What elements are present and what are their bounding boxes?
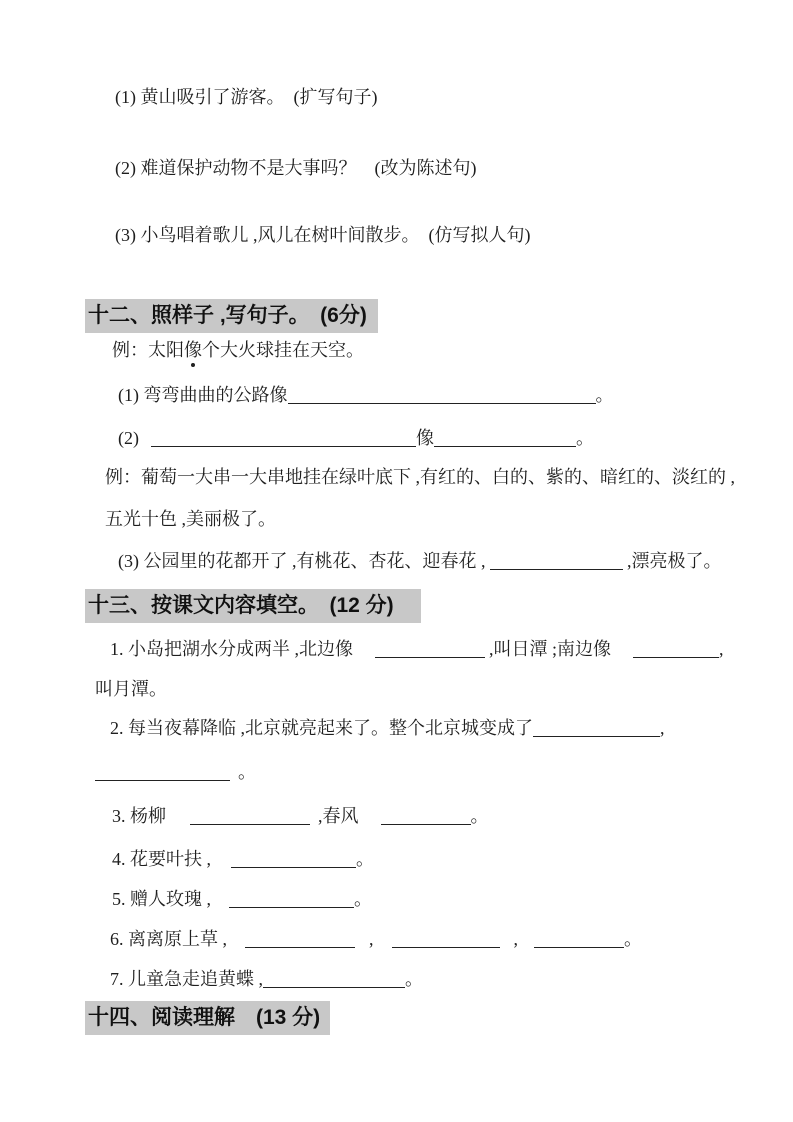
section-13-item-5 [112, 889, 372, 909]
s13-q5-text-a: 5. 赠人玫瑰 , [112, 889, 211, 909]
section-12-example-2-line-2 [105, 509, 276, 529]
s13-q7-text-a: 7. 儿童急走追黄蝶 , [110, 969, 263, 989]
sentence-item-3 [115, 225, 530, 245]
s13-q1-text-c: , [719, 639, 724, 659]
s13-q4-text-b: 。 [356, 849, 374, 869]
s13-q6-text-a: 6. 离离原上草 , [110, 929, 227, 949]
section-12-heading: 十二、照样子 ,写句子。 (6分) [85, 299, 378, 333]
section-12-example-1 [112, 340, 364, 360]
section-13-item-2 [110, 718, 665, 738]
answer-blank [190, 810, 310, 825]
s13-q6-text-d: 。 [624, 929, 642, 949]
s13-q3-text-a: 3. 杨柳 [112, 806, 166, 826]
s13-q3-text-b: ,春风 [318, 806, 359, 826]
answer-blank [95, 766, 230, 781]
section-14-heading: 十四、阅读理解 (13 分) [85, 1001, 330, 1035]
section-13-heading: 十三、按课文内容填空。 (12 分) [85, 589, 421, 623]
s13-q2-text-a: 2. 每当夜幕降临 ,北京就亮起来了。整个北京城变成了 [110, 718, 533, 738]
s12-q3-text: (3) 公园里的花都开了 ,有桃花、杏花、迎春花 , [118, 551, 486, 571]
answer-blank [534, 933, 624, 948]
example-2-line-2-text: 五光十色 ,美丽极了。 [105, 509, 276, 529]
section-13-item-1 [110, 639, 724, 659]
answer-blank [263, 973, 405, 988]
s13-q2-text-b: , [660, 718, 665, 738]
answer-blank [245, 933, 355, 948]
section-13-item-3 [112, 806, 489, 826]
answer-blank [633, 643, 719, 658]
s13-q2-cont-period: 。 [238, 762, 256, 782]
answer-blank [231, 853, 356, 868]
s13-q6-text-b: , [369, 929, 374, 949]
answer-blank [533, 722, 660, 737]
sentence-item-2-text: (2) 难道保护动物不是大事吗？ (改为陈述句) [115, 158, 477, 178]
sentence-item-2 [115, 158, 476, 178]
answer-blank [490, 555, 623, 570]
sentence-item-1 [115, 87, 377, 107]
s12-q1-text: (1) 弯弯曲曲的公路像 [118, 385, 288, 405]
s12-q2-like: 像 [416, 428, 434, 448]
sentence-item-1-text: (1) 黄山吸引了游客。 (扩写句子) [115, 87, 378, 107]
s12-q2-period: 。 [576, 428, 594, 448]
answer-blank [288, 389, 596, 404]
s13-q1-text-a: 1. 小岛把湖水分成两半 ,北边像 [110, 639, 353, 659]
section-13-item-6 [110, 929, 642, 949]
s13-q5-text-b: 。 [354, 889, 372, 909]
example-1-suffix: 个大火球挂在天空。 [202, 340, 364, 360]
section-13-item-7 [110, 969, 423, 989]
s13-q3-text-c: 。 [470, 806, 489, 826]
section-12-example-2-line-1 [105, 467, 735, 487]
answer-blank [381, 810, 471, 825]
answer-blank [229, 893, 354, 908]
s13-q1-cont-text: 叫月潭。 [95, 679, 167, 699]
s13-q6-text-c: , [513, 929, 518, 949]
example-1-prefix: 例：太阳 [112, 340, 184, 360]
answer-blank [392, 933, 500, 948]
example-2-line-1-text: 例：葡萄一大串一大串地挂在绿叶底下 ,有红的、白的、紫的、暗红的、淡红的 , [105, 467, 735, 487]
section-13-item-2-continuation [95, 762, 256, 782]
answer-blank [375, 643, 485, 658]
s12-q2-label: (2) [118, 428, 139, 448]
section-12-question-3 [118, 551, 722, 571]
answer-blank [434, 432, 576, 447]
s13-q4-text-a: 4. 花要叶扶 , [112, 849, 211, 869]
example-1-emphasized-word: 像 [184, 340, 202, 360]
s13-q7-text-b: 。 [405, 969, 423, 989]
s12-q1-period: 。 [595, 385, 614, 405]
s13-q1-text-b: ,叫日潭 ;南边像 [489, 639, 612, 659]
section-13-item-4 [112, 849, 374, 869]
section-12-question-1 [118, 385, 614, 405]
section-13-item-1-continuation [95, 679, 167, 699]
sentence-item-3-text: (3) 小鸟唱着歌儿 ,风儿在树叶间散步。 (仿写拟人句) [115, 225, 531, 245]
s12-q3-suffix: ,漂亮极了。 [622, 551, 722, 571]
section-12-question-2 [118, 428, 594, 448]
answer-blank [151, 432, 416, 447]
